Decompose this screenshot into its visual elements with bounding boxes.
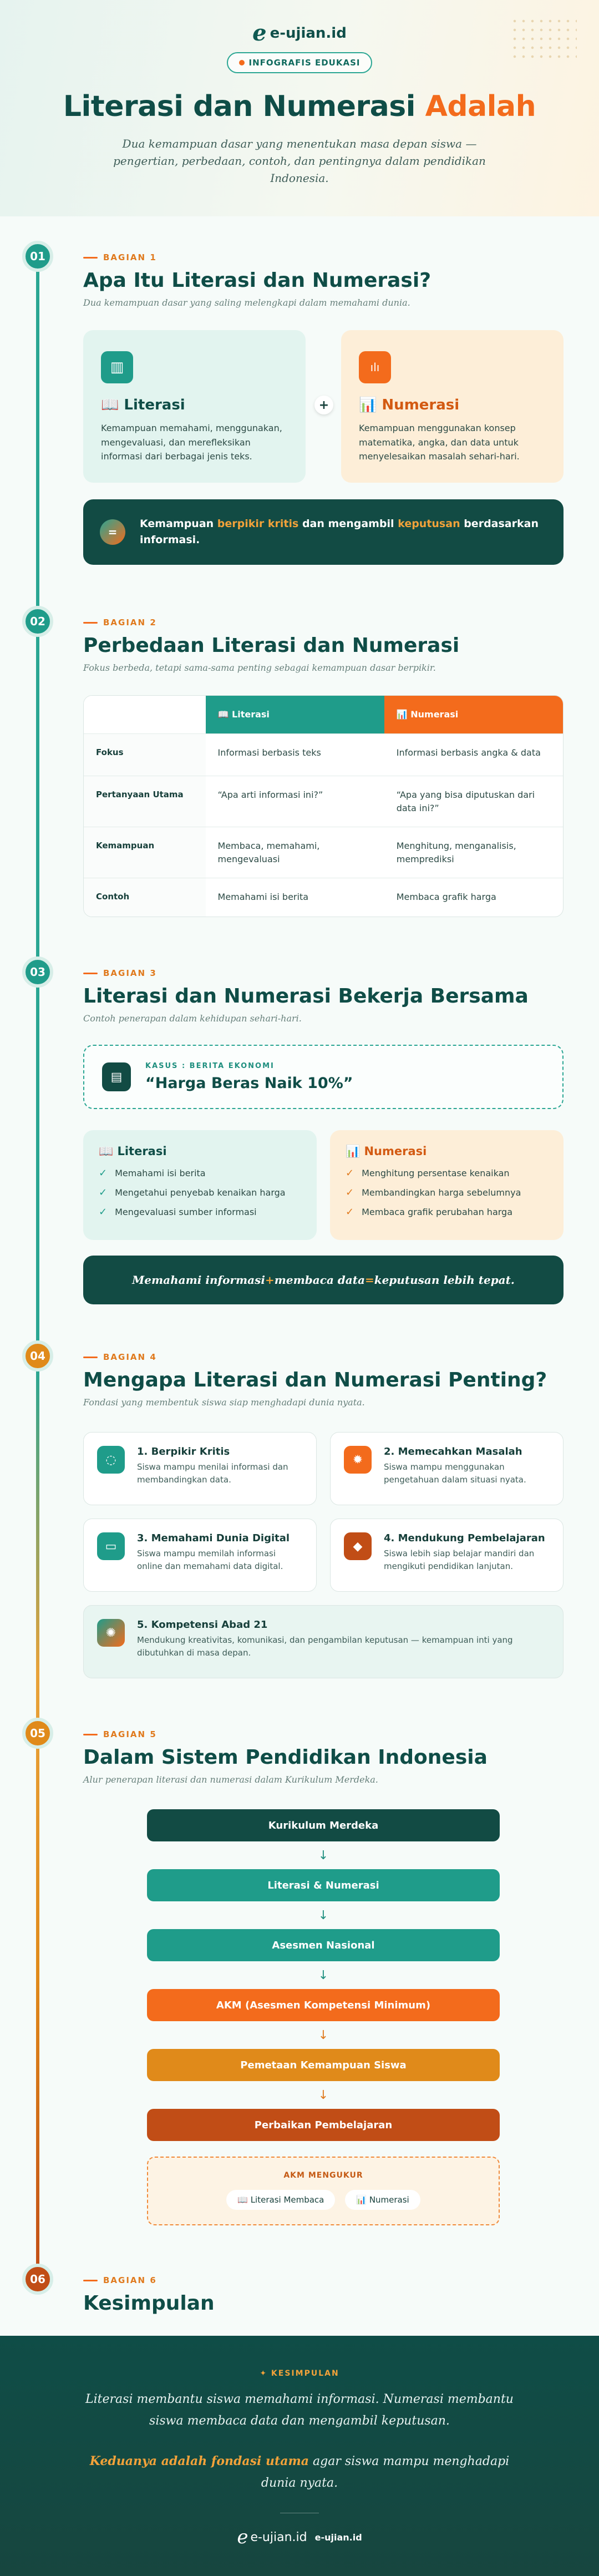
benefit-title: 5. Kompetensi Abad 21: [137, 1619, 268, 1631]
section-3: [83, 968, 564, 1304]
title-accent: Adalah: [425, 90, 536, 123]
list-item: [99, 1187, 301, 1198]
list-item-text: Mengetahui penyebab kenaikan harga: [115, 1187, 286, 1198]
timeline-line: [36, 259, 39, 2278]
table-header-literasi: 📖 Literasi: [206, 696, 384, 733]
benefit-body: Siswa mampu menilai informasi dan membandingkan data.: [137, 1462, 288, 1485]
conclusion-footer: [0, 2336, 599, 2576]
arrow-down-icon: ↓: [318, 1848, 329, 1863]
footer-paragraph-1: Literasi membantu siswa memahami informasi. Numerasi membantu siswa membaca data dan mengambil keputusan.: [85, 2392, 514, 2428]
benefit-body: Siswa lebih siap belajar mandiri dan mengikuti pendidikan lanjutan.: [384, 1548, 535, 1572]
formula-plus: +: [265, 1273, 275, 1287]
banner-highlight-1: berpikir kritis: [217, 517, 299, 530]
table-row: [84, 827, 563, 878]
literasi-card: [83, 330, 306, 483]
cell-literasi: “Apa arti informasi ini?”: [217, 789, 323, 800]
benefit-title: 4. Mendukung Pembelajaran: [384, 1532, 545, 1544]
section-5: [83, 1729, 564, 2225]
footer-logo: [237, 2528, 307, 2547]
benefit-title: 3. Memahami Dunia Digital: [137, 1532, 290, 1544]
header: [0, 0, 599, 216]
footer-paragraph-2: [89, 2451, 510, 2494]
literasi-list-title: 📖 Literasi: [99, 1145, 167, 1158]
benefit-card: [83, 1432, 317, 1505]
arrow-down-icon: ↓: [318, 2088, 329, 2102]
section-kicker: BAGIAN 3: [83, 968, 564, 978]
dot-pattern: [510, 17, 577, 61]
footer-brand[interactable]: [237, 2528, 362, 2547]
section-4: [83, 1352, 564, 1678]
benefit-card: [330, 1432, 564, 1505]
definition-cards: [83, 330, 564, 483]
row-label: Pertanyaan Utama: [84, 776, 206, 827]
section-number-3: 03: [22, 956, 53, 988]
section-kicker: BAGIAN 5: [83, 1729, 564, 1739]
benefit-card: [83, 1519, 317, 1592]
cell-numerasi: Membaca grafik harga: [396, 892, 496, 902]
section-kicker: BAGIAN 1: [83, 252, 564, 262]
application-lists: [83, 1130, 564, 1240]
table-header-empty: [84, 696, 206, 733]
section-subtitle: Fokus berbeda, tetapi sama-sama penting sebagai kemampuan dasar berpikir.: [83, 662, 436, 673]
section-title: Kesimpulan: [83, 2292, 215, 2315]
section-title: Literasi dan Numerasi Bekerja Bersama: [83, 985, 529, 1008]
formula-equals: =: [364, 1273, 374, 1287]
flow-step: Perbaikan Pembelajaran: [147, 2109, 500, 2141]
banner-highlight-2: keputusan: [398, 517, 460, 530]
benefit-body: Siswa mampu memilah informasi online dan memahami data digital.: [137, 1548, 283, 1572]
literasi-body: Kemampuan memahami, menggunakan, mengevaluasi, dan merefleksikan informasi dari berbagai jenis teks.: [101, 423, 282, 462]
brand-name: e-ujian.id: [270, 25, 347, 42]
list-item-text: Membaca grafik perubahan harga: [362, 1207, 512, 1217]
plus-icon: +: [314, 396, 333, 414]
benefit-card-wide: [83, 1605, 564, 1678]
equals-icon: =: [100, 519, 125, 545]
section-title: Dalam Sistem Pendidikan Indonesia: [83, 1746, 488, 1769]
arrow-down-icon: ↓: [318, 1968, 329, 1982]
page-title: [0, 90, 599, 123]
section-kicker: BAGIAN 2: [83, 618, 564, 627]
logo-e-icon: e: [237, 2526, 248, 2548]
list-item-text: Menghitung persentase kenaikan: [362, 1168, 510, 1178]
case-kicker: KASUS : BERITA EKONOMI: [145, 1062, 275, 1070]
section-2: [83, 618, 564, 917]
formula-banner: [83, 1256, 564, 1304]
brand-logo[interactable]: [252, 22, 347, 44]
benefit-body: Siswa mampu menggunakan pengetahuan dalam situasi nyata.: [384, 1462, 526, 1485]
case-card: [83, 1045, 564, 1109]
cell-literasi: Informasi berbasis teks: [217, 747, 321, 758]
badge-label: INFOGRAFIS EDUKASI: [248, 58, 361, 68]
flow-step: Kurikulum Merdeka: [147, 1809, 500, 1841]
check-icon: ✓: [99, 1187, 108, 1198]
section-number-6: 06: [22, 2264, 53, 2295]
check-icon: ✓: [346, 1206, 354, 1218]
akm-measures-box: [147, 2157, 500, 2225]
section-number-5: 05: [22, 1718, 53, 1749]
table-header-row: [84, 696, 563, 733]
benefit-title: 1. Berpikir Kritis: [137, 1446, 230, 1457]
footer-highlight: Keduanya adalah fondasi utama: [89, 2454, 309, 2468]
section-number-2: 02: [22, 606, 53, 637]
list-item-text: Memahami isi berita: [115, 1168, 206, 1178]
literasi-title: 📖 Literasi: [101, 397, 185, 413]
footer-kicker: ✦ KESIMPULAN: [260, 2369, 339, 2378]
list-item: [346, 1167, 548, 1179]
numerasi-body: Kemampuan menggunakan konsep matematika, angka, dan data untuk menyelesaikan masalah sehari-hari.: [359, 423, 520, 462]
flow-step: Asesmen Nasional: [147, 1929, 500, 1961]
section-number-4: 04: [22, 1340, 53, 1371]
critical-thinking-banner: [83, 499, 564, 565]
banner-pre: Kemampuan: [140, 517, 217, 530]
list-item: [99, 1167, 301, 1179]
footer-paragraph-2-text: agar siswa mampu menghadapi dunia nyata.: [261, 2454, 510, 2490]
banner-mid: dan mengambil: [298, 517, 398, 530]
arrow-down-icon: ↓: [318, 2028, 329, 2042]
table-header-numerasi: 📊 Numerasi: [384, 696, 563, 733]
table-row: [84, 733, 563, 776]
list-item: [346, 1187, 548, 1198]
education-flow: [147, 1809, 500, 2225]
news-icon: ▤: [102, 1062, 131, 1091]
check-icon: ✓: [99, 1167, 108, 1179]
numerasi-card: [341, 330, 564, 483]
section-subtitle: Alur penerapan literasi dan numerasi dalam Kurikulum Merdeka.: [83, 1774, 378, 1785]
monitor-icon: ▭: [97, 1532, 125, 1560]
arrow-down-icon: ↓: [318, 1908, 329, 1922]
section-subtitle: Contoh penerapan dalam kehidupan sehari-hari.: [83, 1013, 302, 1024]
check-icon: ✓: [346, 1187, 354, 1198]
cell-numerasi: “Apa yang bisa diputuskan dari data ini?”: [396, 789, 535, 813]
sparkle-icon: ✺: [97, 1619, 125, 1647]
list-item-text: Membandingkan harga sebelumnya: [362, 1187, 521, 1198]
section-subtitle: Fondasi yang membentuk siswa siap menghadapi dunia nyata.: [83, 1397, 365, 1408]
case-title: “Harga Beras Naik 10%”: [145, 1075, 353, 1092]
flow-step: Pemetaan Kemampuan Siswa: [147, 2049, 500, 2081]
numerasi-title: 📊 Numerasi: [359, 397, 460, 413]
cell-numerasi: Informasi berbasis angka & data: [396, 747, 541, 758]
flow-step: Literasi & Numerasi: [147, 1869, 500, 1901]
lightbulb-icon: ◌: [97, 1446, 125, 1474]
formula-a: Memahami informasi: [132, 1273, 265, 1287]
banner-post: berdasarkan informasi.: [140, 517, 539, 546]
benefit-title: 2. Memecahkan Masalah: [384, 1446, 522, 1457]
section-number-1: 01: [22, 241, 53, 272]
graduation-cap-icon: ◆: [344, 1532, 372, 1560]
row-label: Kemampuan: [84, 827, 206, 878]
sun-icon: ✹: [344, 1446, 372, 1474]
numerasi-list-card: [330, 1130, 564, 1240]
check-icon: ✓: [99, 1206, 108, 1218]
akm-tag-literasi: 📖 Literasi Membaca: [226, 2190, 335, 2210]
formula-c: keputusan lebih tepat.: [374, 1273, 515, 1287]
cell-literasi: Memahami isi berita: [217, 892, 309, 902]
section-subtitle: Dua kemampuan dasar yang saling melengkapi dalam memahami dunia.: [83, 297, 410, 308]
section-kicker: BAGIAN 4: [83, 1352, 564, 1362]
cell-literasi: Membaca, memahami, mengevaluasi: [217, 841, 320, 864]
footer-brand-text: e-ujian.id: [314, 2532, 362, 2543]
row-label: Fokus: [84, 734, 206, 776]
section-title: Perbedaan Literasi dan Numerasi: [83, 634, 460, 657]
section-1: [83, 252, 564, 565]
section-title: Mengapa Literasi dan Numerasi Penting?: [83, 1369, 547, 1391]
bar-chart-icon: ılı: [359, 351, 391, 383]
numerasi-list-title: 📊 Numerasi: [346, 1145, 427, 1158]
akm-label: AKM MENGUKUR: [283, 2171, 363, 2180]
table-row: [84, 776, 563, 827]
list-item: [346, 1206, 548, 1218]
section-title: Apa Itu Literasi dan Numerasi?: [83, 269, 432, 292]
akm-tag-numerasi: 📊 Numerasi: [345, 2190, 420, 2210]
flow-step: AKM (Asesmen Kompetensi Minimum): [147, 1989, 500, 2021]
footer-brand-name: e-ujian.id: [250, 2530, 307, 2544]
benefit-card: [330, 1519, 564, 1592]
check-icon: ✓: [346, 1167, 354, 1179]
list-item: [99, 1206, 301, 1218]
badge: [227, 52, 373, 73]
banner-text: [140, 516, 547, 549]
formula-b: membaca data: [274, 1273, 365, 1287]
literasi-list-card: [83, 1130, 317, 1240]
section-6: [83, 2275, 564, 2315]
benefit-cards: [83, 1432, 564, 1678]
section-kicker: BAGIAN 6: [83, 2275, 564, 2285]
benefit-body: Mendukung kreativitas, komunikasi, dan pengambilan keputusan — kemampuan inti yang dibutuhkan di masa depan.: [137, 1635, 513, 1658]
badge-dot-icon: [239, 60, 245, 65]
cell-numerasi: Menghitung, menganalisis, memprediksi: [396, 841, 516, 864]
table-row: [84, 878, 563, 917]
comparison-table: [83, 695, 564, 917]
page-subtitle: Dua kemampuan dasar yang menentukan masa depan siswa — pengertian, perbedaan, contoh, dan pentingnya dalam pendidikan Indonesia.: [113, 137, 486, 185]
title-main: Literasi dan Numerasi: [63, 90, 416, 123]
row-label: Contoh: [84, 878, 206, 917]
logo-e-icon: e: [252, 20, 267, 46]
list-item-text: Mengevaluasi sumber informasi: [115, 1207, 257, 1217]
book-icon: ▥: [101, 351, 133, 383]
